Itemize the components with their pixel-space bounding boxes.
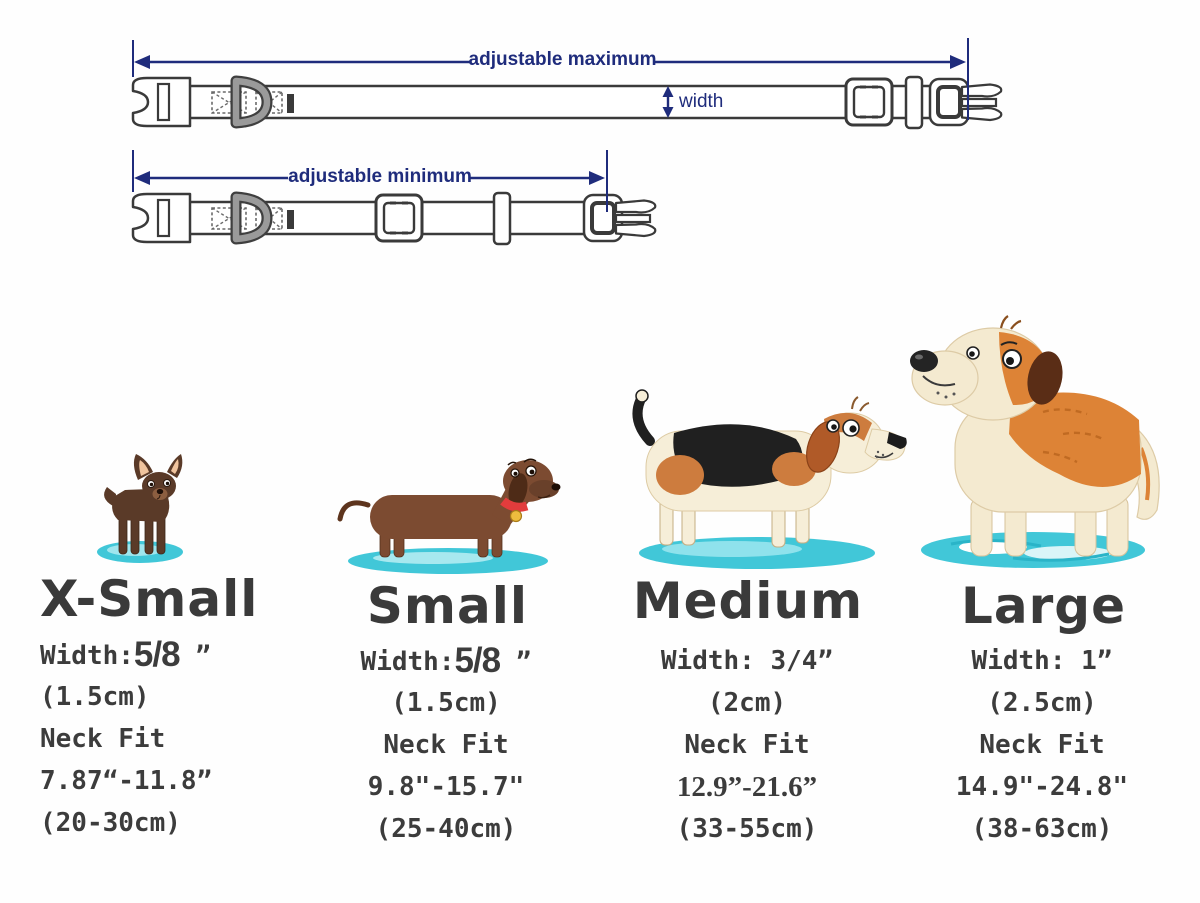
arrowhead-left [134,171,150,185]
size-title-large: Large [961,577,1126,635]
size-specs-small [300,640,592,850]
neck-fit-cm: (38-63cm) [971,814,1113,844]
nose [157,489,163,494]
dog-illustration-beagle [612,383,907,576]
neck-fit-inches: 14.9"-24.8" [955,772,1129,802]
width-cm-spec: (2.5cm) [987,688,1097,718]
size-title-xsmall: X-Small [40,570,259,628]
neck-fit-cm: (33-55cm) [676,814,818,844]
width-cm-spec: (1.5cm) [391,688,501,718]
dog-illustration-saint-bernard [893,312,1178,580]
collar-min-diagram [133,150,655,244]
neck-fit-cm: (25-40cm) [375,814,517,844]
size-title-medium: Medium [632,572,864,630]
keeper [906,77,922,128]
width-spec: Width:5/8 ” [40,635,211,674]
adjustable-maximum-label: adjustable maximum [468,49,657,70]
orange-patch [656,455,704,495]
arrowhead-left [134,55,150,69]
neck-fit-label: Neck Fit [383,730,509,760]
neck-fit-label: Neck Fit [684,730,810,760]
arrowhead-right [950,55,966,69]
width-cm-spec: (1.5cm) [40,682,150,712]
nose [910,350,938,372]
neck-fit-inches: 9.8"-15.7" [367,772,525,802]
width-spec: Width: 1” [971,646,1113,676]
neck-fit-cm: (20-30cm) [40,808,181,838]
neck-fit-label: Neck Fit [40,724,166,754]
width-label: width [679,91,724,112]
adjustable-minimum-label: adjustable minimum [288,166,472,187]
size-title-small: Small [366,577,529,635]
collar-strap [168,86,938,118]
neck-fit-inches: 7.87“-11.8” [40,766,213,796]
dog-illustration-dachshund [328,445,568,577]
width-spec: Width: 3/4” [660,646,834,676]
body [370,495,512,539]
neck-fit-inches: 12.9”-21.6” [676,771,818,803]
size-specs-large [892,640,1192,850]
width-cm-spec: (2cm) [707,688,787,718]
collar-tag [511,511,522,522]
arrowhead-right [589,171,605,185]
width-spec: Width:5/8 ” [360,641,532,680]
size-specs-xsmall [40,634,290,844]
size-specs-medium [602,640,892,850]
collar-diagram [0,0,1200,300]
tail [638,397,651,441]
keeper [494,193,510,244]
dog-illustration-chihuahua [85,452,200,567]
nose [552,484,561,491]
tail [340,503,368,519]
neck-fit-label: Neck Fit [979,730,1105,760]
